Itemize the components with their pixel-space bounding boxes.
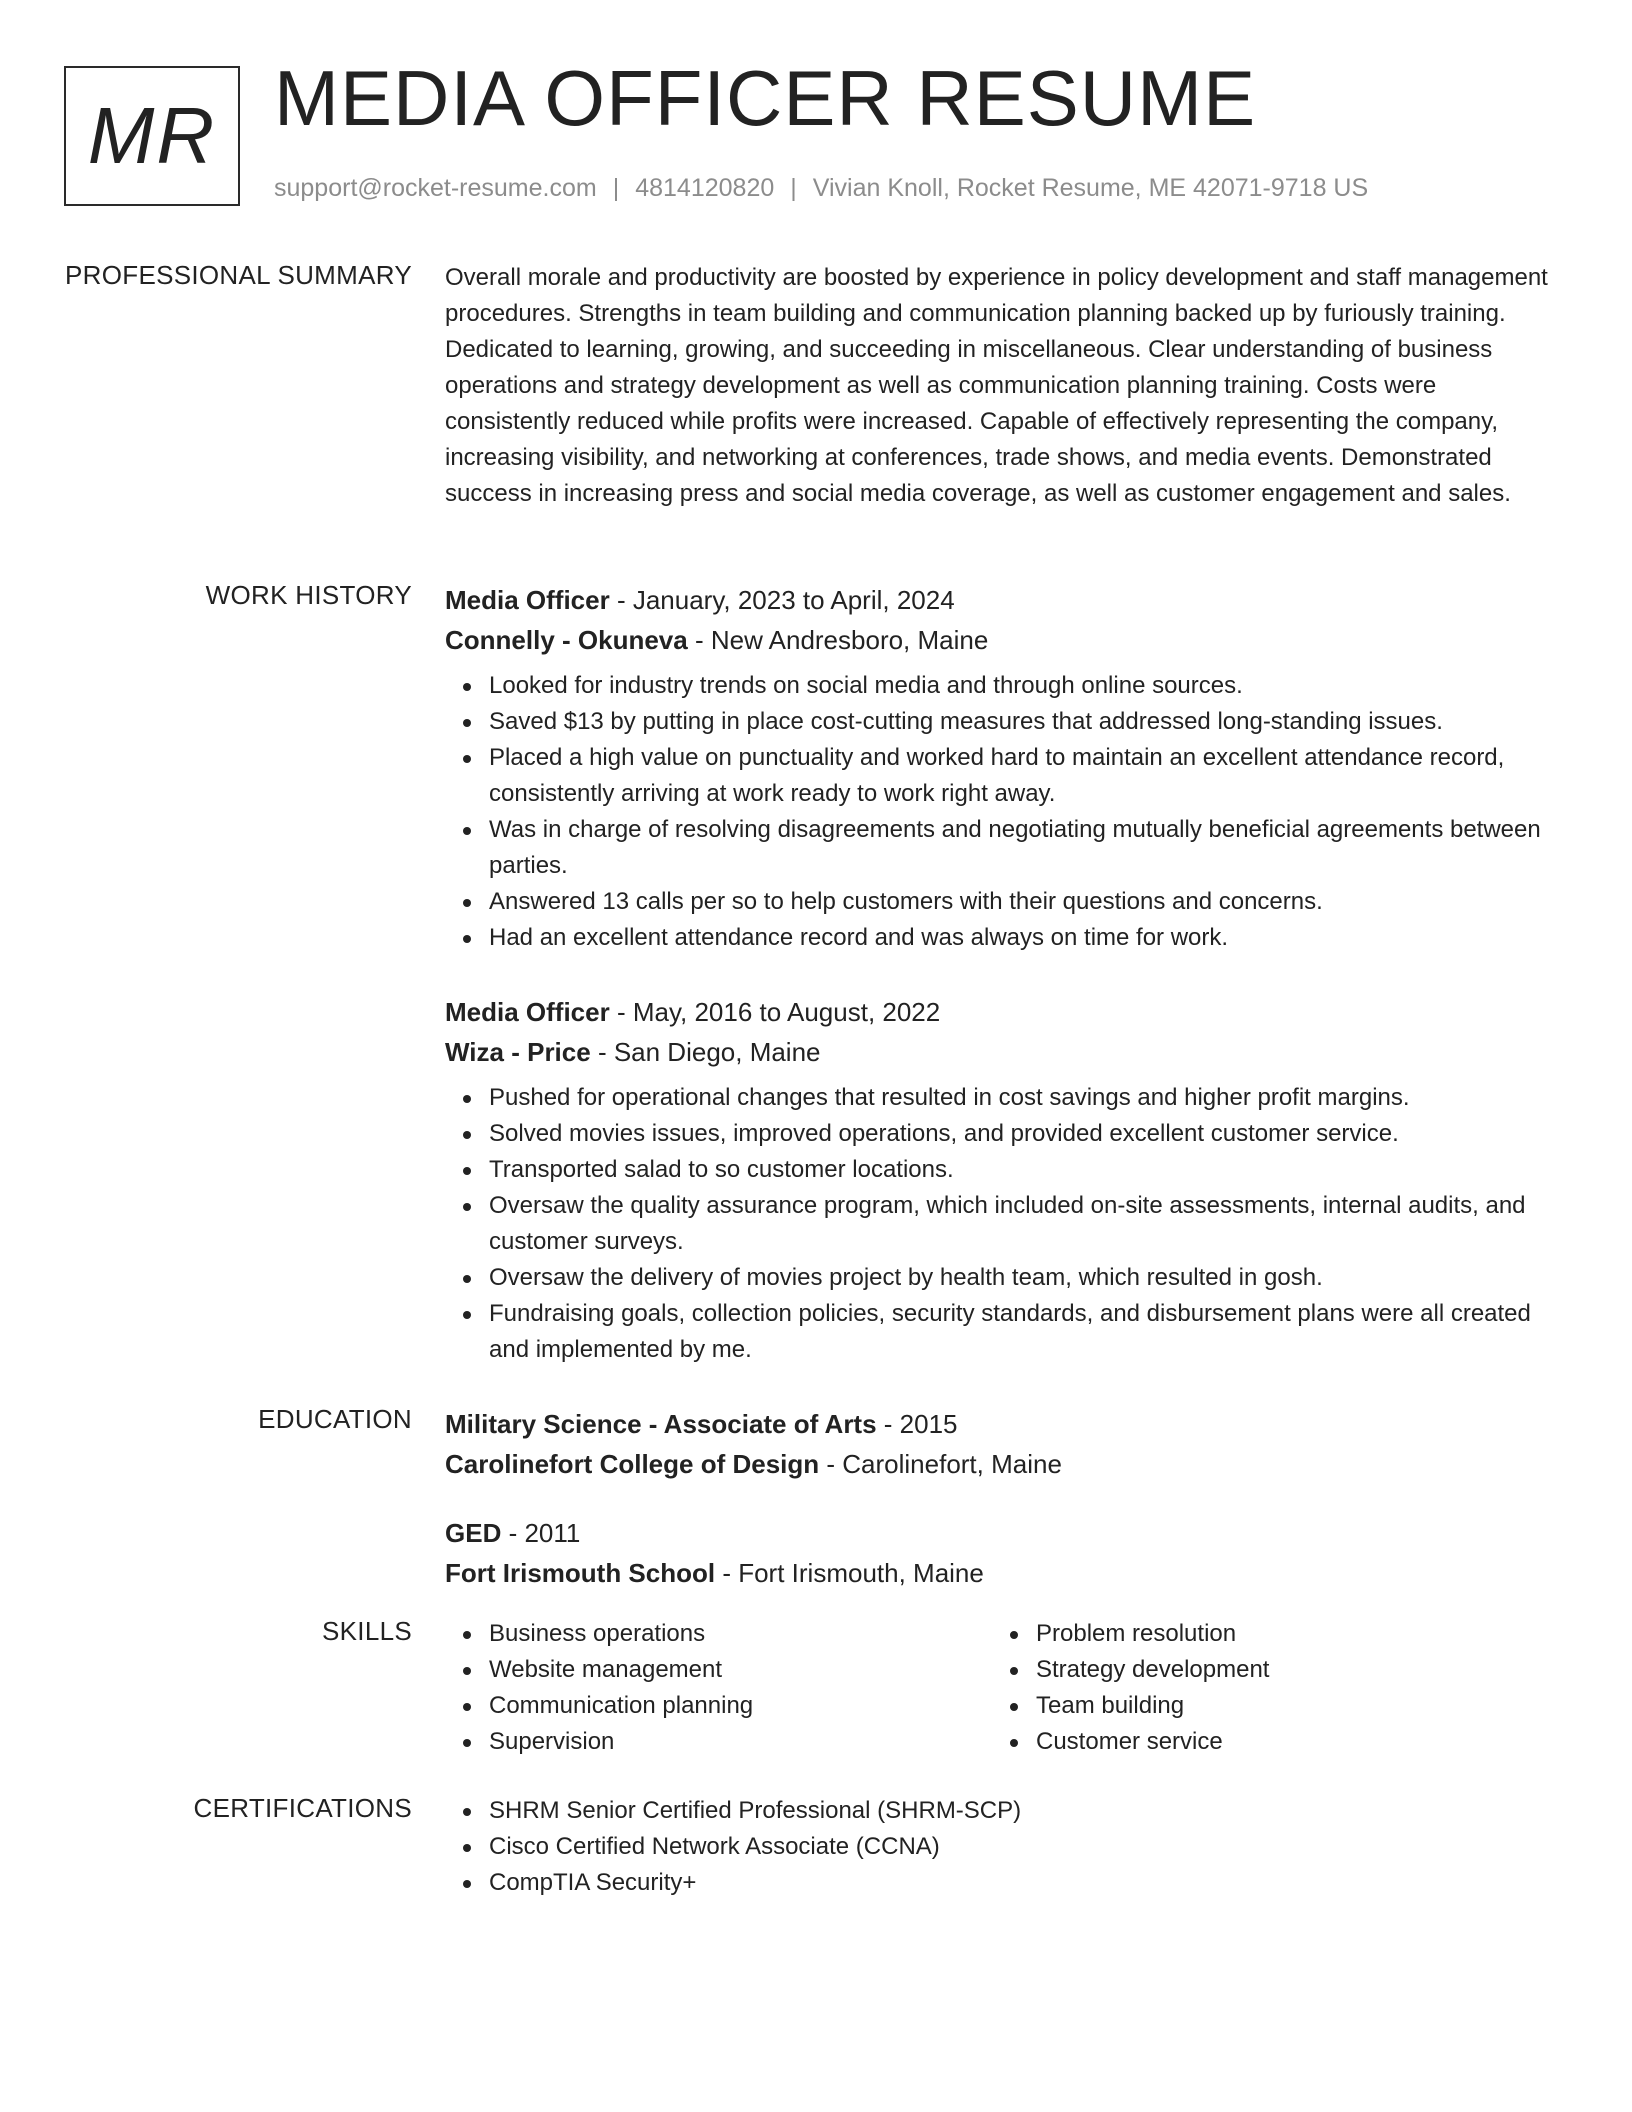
job-title-line <box>445 580 1555 620</box>
education-school: Carolinefort College of Design <box>445 1449 820 1479</box>
skill-item: Team building <box>1036 1688 1539 1724</box>
education-year: - 2015 <box>876 1409 958 1439</box>
skills-heading: SKILLS <box>322 1616 412 1646</box>
job-dates: - May, 2016 to August, 2022 <box>609 997 941 1027</box>
certification-item: Cisco Certified Network Associate (CCNA) <box>489 1829 1555 1865</box>
work-history-heading: WORK HISTORY <box>205 580 412 610</box>
certifications-heading: CERTIFICATIONS <box>193 1793 412 1823</box>
job-bullet: Pushed for operational changes that resulted in cost savings and higher profit margins. <box>489 1080 1555 1116</box>
job-bullet: Placed a high value on punctuality and worked hard to maintain an excellent attendance record, consistently arriving at work ready to work right away. <box>489 740 1555 812</box>
skill-item: Supervision <box>489 1724 992 1760</box>
education-heading: EDUCATION <box>258 1404 412 1434</box>
job-bullet: Oversaw the quality assurance program, which included on-site assessments, internal audits, and customer surveys. <box>489 1188 1555 1260</box>
job-bullet: Was in charge of resolving disagreements and negotiating mutually beneficial agreements between parties. <box>489 812 1555 884</box>
job-title: Media Officer <box>445 997 610 1027</box>
education-entry <box>445 1404 1555 1484</box>
job-bullet: Answered 13 calls per so to help customers with their questions and concerns. <box>489 884 1555 920</box>
job-company: Wiza - Price <box>445 1037 591 1067</box>
education-year: - 2011 <box>501 1518 581 1548</box>
education-degree: Military Science - Associate of Arts <box>445 1409 877 1439</box>
job-company: Connelly - Okuneva <box>445 625 688 655</box>
contact-address: Vivian Knoll, Rocket Resume, ME 42071-9718 US <box>812 174 1369 202</box>
job-bullet: Solved movies issues, improved operations, and provided excellent customer service. <box>489 1116 1555 1152</box>
job-bullet: Looked for industry trends on social media and through online sources. <box>489 668 1555 704</box>
job-title-line <box>445 992 1555 1032</box>
education-school-line <box>445 1444 1555 1484</box>
certification-item: CompTIA Security+ <box>489 1865 1555 1901</box>
skill-item: Business operations <box>489 1616 992 1652</box>
job-entry <box>445 580 1555 956</box>
job-bullets <box>445 1080 1555 1368</box>
monogram-logo: MR <box>64 66 240 206</box>
job-title: Media Officer <box>445 585 610 615</box>
skills-column <box>445 1616 992 1760</box>
skill-item: Customer service <box>1036 1724 1539 1760</box>
contact-separator: | <box>612 174 620 202</box>
job-bullet: Saved $13 by putting in place cost-cutting measures that addressed long-standing issues. <box>489 704 1555 740</box>
skill-item: Communication planning <box>489 1688 992 1724</box>
job-bullet: Had an excellent attendance record and was always on time for work. <box>489 920 1555 956</box>
education-degree-line <box>445 1513 1555 1553</box>
job-dates: - January, 2023 to April, 2024 <box>609 585 955 615</box>
job-company-line <box>445 1032 1555 1072</box>
job-bullets <box>445 668 1555 956</box>
education-location: - Fort Irismouth, Maine <box>715 1558 984 1588</box>
skills-column <box>992 1616 1539 1760</box>
skill-item: Strategy development <box>1036 1652 1539 1688</box>
contact-line <box>274 174 1368 203</box>
education-school: Fort Irismouth School <box>445 1558 716 1588</box>
education-location: - Carolinefort, Maine <box>819 1449 1062 1479</box>
job-location: - New Andresboro, Maine <box>687 625 989 655</box>
certifications-list <box>445 1793 1555 1901</box>
education-entry <box>445 1513 1555 1593</box>
summary-heading: PROFESSIONAL SUMMARY <box>65 260 412 290</box>
job-bullet: Oversaw the delivery of movies project by health team, which resulted in gosh. <box>489 1260 1555 1296</box>
contact-phone[interactable]: 4814120820 <box>635 174 775 202</box>
education-school-line <box>445 1553 1555 1593</box>
education-degree-line <box>445 1404 1555 1444</box>
job-entry <box>445 992 1555 1368</box>
job-location: - San Diego, Maine <box>590 1037 821 1067</box>
contact-separator: | <box>790 174 797 202</box>
job-bullet: Fundraising goals, collection policies, security standards, and disbursement plans were all created and implemented by me. <box>489 1296 1555 1368</box>
summary-text: Overall morale and productivity are boosted by experience in policy development and staff management procedures. Strengths in team building and communication planning backed up by furiously training. Dedicated to learning, growing, and succeeding in miscellaneous. Clear understanding of business operations and strategy development as well as communication planning training. Costs were consistently reduced while profits were increased. Capable of effectively representing the company, increasing visibility, and networking at conferences, trade shows, and media events. Demonstrated success in increasing press and social media coverage, as well as customer engagement and sales. <box>445 264 1548 507</box>
page-title: MEDIA OFFICER RESUME <box>274 54 1257 142</box>
job-company-line <box>445 620 1555 660</box>
certification-item: SHRM Senior Certified Professional (SHRM-SCP) <box>489 1793 1555 1829</box>
skill-item: Problem resolution <box>1036 1616 1539 1652</box>
job-bullet: Transported salad to so customer locations. <box>489 1152 1555 1188</box>
skills-grid <box>445 1616 1555 1760</box>
contact-email[interactable]: support@rocket-resume.com <box>274 174 597 202</box>
education-degree: GED <box>445 1518 502 1548</box>
skill-item: Website management <box>489 1652 992 1688</box>
